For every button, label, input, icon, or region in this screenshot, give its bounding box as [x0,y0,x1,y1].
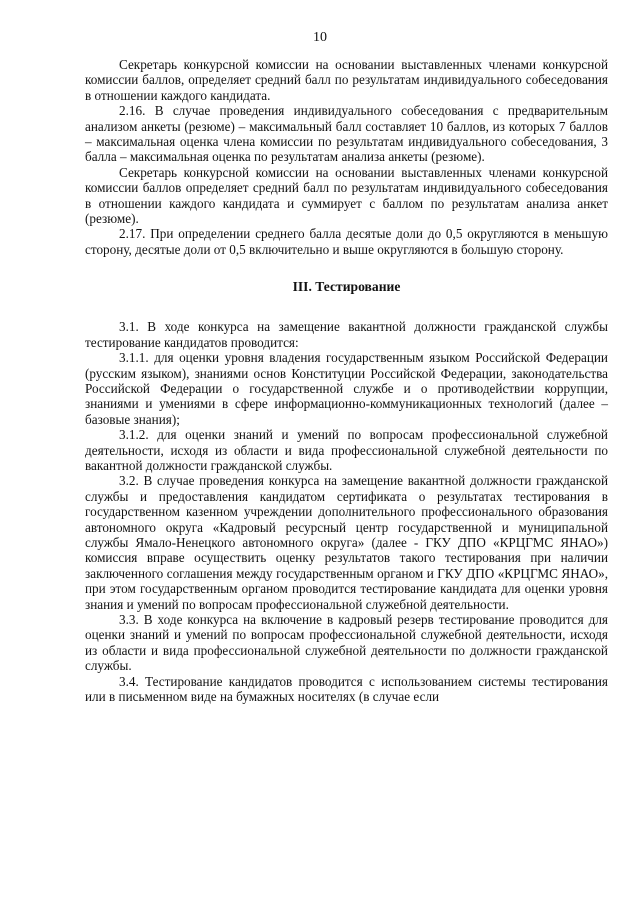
document-body [85,57,608,704]
paragraph-3-1-2: 3.1.2. для оценки знаний и умений по вопросам профессиональной служебной деятельности, исходя из области и вида профессиональной служебной деятельности по вакантной должности гражданской службы. [85,427,608,473]
paragraph-3-3: 3.3. В ходе конкурса на включение в кадровый резерв тестирование проводится для оценки знаний и умений по вопросам профессиональной служебной деятельности, исходя из области и вида профессиональной служебной деятельности по должности гражданской службы. [85,612,608,674]
paragraph-2-17: 2.17. При определении среднего балла десятые доли до 0,5 округляются в меньшую сторону, десятые доли от 0,5 включительно и выше округляются в большую сторону. [85,226,608,257]
paragraph-3-2: 3.2. В случае проведения конкурса на замещение вакантной должности гражданской службы и предоставления кандидатом сертификата о результатах тестирования в государственном казенном учреждении дополнительного профессионального образования автономного округа «Кадровый ресурсный центр государственной и муниципальной службы Ямало-Ненецкого автономного округа» (далее - ГКУ ДПО «КРЦГМС ЯНАО») комиссия вправе осуществить оценку результатов такого тестирования при наличии заключенного соглашения между государственным органом и ГКУ ДПО «КРЦГМС ЯНАО», при этом государственным органом проводится тестирование кандидата для оценки уровня знания и умений по вопросам профессиональной служебной деятельности. [85,473,608,612]
page-number: 10 [313,30,327,45]
paragraph-3-1-1: 3.1.1. для оценки уровня владения государственным языком Российской Федерации (русским языком), знаниями основ Конституции Российской Федерации, законодательства Российской Федерации о государственной службе и о противодействии коррупции, знаниями и умениями в сфере информационно-коммуникационных технологий (далее – базовые знания); [85,350,608,427]
paragraph-secretary-average: Секретарь конкурсной комиссии на основании выставленных членами конкурсной комиссии баллов, определяет средний балл по результатам индивидуального собеседования в отношении каждого кандидата. [85,57,608,103]
paragraph-secretary-sum: Секретарь конкурсной комиссии на основании выставленных членами конкурсной комиссии баллов определяет средний балл по результатам индивидуального собеседования в отношении каждого кандидата и суммирует с баллом по результатам анализа анкет (резюме). [85,164,608,227]
section-title: III. Тестирование [292,279,401,295]
paragraph-3-4: 3.4. Тестирование кандидатов проводится с использованием системы тестирования или в письменном виде на бумажных носителях (в случае если [85,673,608,705]
paragraph-3-1: 3.1. В ходе конкурса на замещение вакантной должности гражданской службы тестирование кандидатов проводится: [85,319,608,350]
paragraph-2-16: 2.16. В случае проведения индивидуального собеседования с предварительным анализом анкеты (резюме) – максимальный балл составляет 10 баллов, из которых 7 баллов – максимальная оценка члена комиссии по результатам индивидуального собеседования, 3 балла – максимальная оценка по результатам анализа анкеты (резюме). [85,103,608,165]
